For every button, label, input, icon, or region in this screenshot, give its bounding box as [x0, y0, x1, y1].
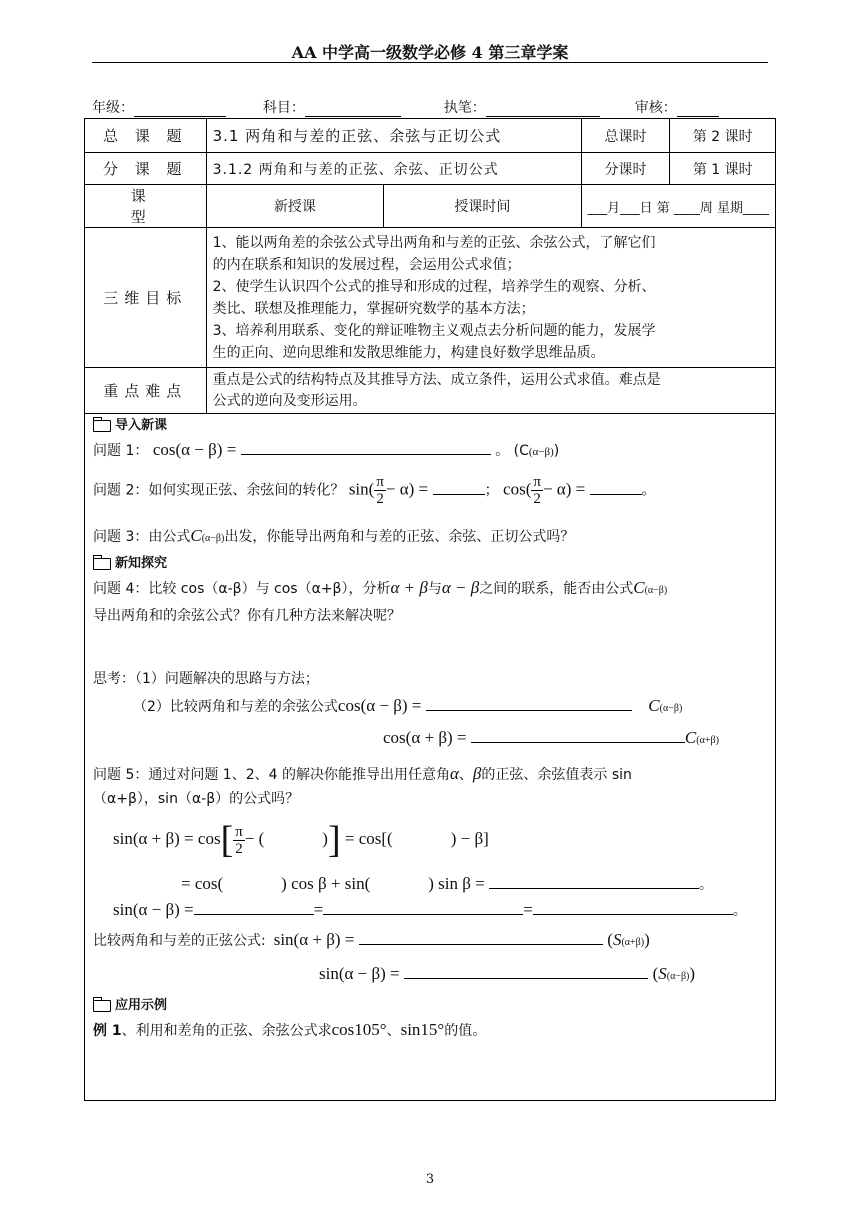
question-3: 问题 3：由公式C(α−β)出发，你能导出两角和与差的正弦、余弦、正切公式吗？: [93, 526, 575, 545]
sub-topic-value: 3.1.2 两角和与差的正弦、余弦、正切公式: [206, 153, 581, 185]
header-rule: [92, 62, 768, 63]
key-points-line: 公式的逆向及变形运用。: [212, 392, 367, 409]
q1-expression: cos(α − β) =: [152, 440, 237, 459]
key-points-line: 重点是公式的结构特点及其推导方法、成立条件，运用公式求值。难点是: [212, 371, 661, 388]
question-2: 问题 2：如何实现正弦、余弦间的转化？ sin( $\frac{\pi}{2}$ − α) = ； cos( $\frac{\pi}{2}$ − α) = 。: [93, 474, 656, 507]
pi-over-2: $\frac{\pi}{2}$: [376, 474, 384, 507]
question-1: 问题 1： cos(α − β) = 。 (C(α−β)): [93, 440, 560, 459]
sub-topic-label: 分 课 题: [85, 153, 207, 185]
question-5-line-2: （α+β），sin（α-β）的公式吗？: [93, 791, 300, 807]
section-intro: 导入新课: [93, 414, 167, 433]
key-points-label: 重点难点: [85, 368, 207, 414]
author-label: 执笔：: [443, 100, 486, 116]
section-apply: 应用示例: [93, 994, 167, 1013]
general-topic-value: 3.1 两角和与差的正弦、余弦与正切公式: [206, 119, 581, 153]
derivation-line-2: = cos( ) cos β + sin( ) sin β = 。: [181, 874, 713, 893]
sub-hours-value: 第 1 课时: [670, 153, 776, 185]
sin-minus-blank[interactable]: [404, 964, 648, 979]
example-1: 例 1、利用和差角的正弦、余弦公式求cos105°、sin15°的值。: [93, 1020, 487, 1039]
pi-over-2: $\frac{\pi}{2}$: [533, 474, 541, 507]
sin-plus-derivation-blank[interactable]: [489, 874, 699, 889]
sub-hours-label: 分课时: [581, 153, 670, 185]
sine-formula-minus: sin(α − β) = (S(α−β)): [319, 964, 696, 983]
objectives-label: 三维目标: [85, 228, 207, 368]
question-4-line-1: 问题 4：比较 cos（α-β）与 cos（α+β），分析α + β与α − β之间的联系，能否由公式C(α−β): [93, 578, 668, 597]
review-label: 审核：: [634, 100, 677, 116]
total-hours-value: 第 2 课时: [670, 119, 776, 153]
sin-minus-blank-3[interactable]: [533, 900, 733, 915]
sin-minus-blank-2[interactable]: [323, 900, 523, 915]
q2-cos-blank[interactable]: [590, 480, 642, 495]
grade-blank[interactable]: [134, 102, 226, 117]
lesson-type-label: 课 型: [85, 185, 207, 228]
objectives-line: 生的正向、逆向思维和发散思维能力，构建良好数学思维品质。: [212, 344, 605, 361]
pi-over-2: $\frac{\pi}{2}$: [235, 823, 243, 857]
q2-sin-blank[interactable]: [433, 480, 485, 495]
meta-line: [92, 97, 768, 117]
lesson-body: [84, 410, 776, 1101]
page-number: 3: [425, 1172, 435, 1187]
lesson-time-label: 授课时间: [384, 185, 581, 228]
q1-answer-blank[interactable]: [241, 440, 491, 455]
objectives-line: 3、培养利用联系、变化的辩证唯物主义观点去分析问题的能力，发展学: [212, 322, 656, 339]
total-hours-label: 总课时: [581, 119, 670, 153]
derivation-line-1: sin(α + β) = cos[ $\frac{\pi}{2}$ − ( )] = cos[( ) − β]: [113, 819, 489, 861]
cos-plus-blank[interactable]: [471, 728, 685, 743]
page-header: AA 中学高一级数学必修 4 第三章学案: [291, 43, 569, 62]
objectives-content: [206, 228, 775, 368]
author-blank[interactable]: [486, 102, 600, 117]
think-1: 思考：（1）问题解决的思路与方法；: [93, 671, 319, 687]
lesson-info-table: [84, 118, 776, 414]
lesson-time-value: ___月___日 第 ____周 星期____: [581, 185, 775, 228]
key-points-content: [206, 368, 775, 414]
think-2b: cos(α + β) = C(α+β): [383, 728, 719, 747]
sin-minus-blank-1[interactable]: [194, 900, 314, 915]
question-5-line-1: 问题 5：通过对问题 1、2、4 的解决你能推导出用任意角α、β的正弦、余弦值表示 sin: [93, 764, 632, 783]
derivation-line-3: sin(α − β) = = = 。: [113, 900, 747, 919]
cos-minus-blank[interactable]: [426, 696, 632, 711]
objectives-line: 类比、联想及推理能力，掌握研究数学的基本方法；: [212, 300, 535, 317]
folder-icon: [93, 1000, 111, 1012]
section-explore: 新知探究: [93, 552, 167, 571]
grade-label: 年级：: [92, 100, 134, 116]
subject-label: 科目：: [262, 100, 305, 116]
sine-formula-plus: 比较两角和与差的正弦公式: sin(α + β) = (S(α+β)): [93, 930, 650, 949]
sin-plus-blank[interactable]: [359, 930, 603, 945]
folder-icon: [93, 558, 111, 570]
folder-icon: [93, 420, 111, 432]
objectives-line: 1、能以两角差的余弦公式导出两角和与差的正弦、余弦公式，了解它们: [212, 234, 656, 251]
review-blank[interactable]: [677, 102, 719, 117]
question-4-line-2: 导出两角和的余弦公式？你有几种方法来解决呢？: [93, 608, 401, 624]
general-topic-label: 总 课 题: [85, 119, 207, 153]
lesson-type-value: 新授课: [206, 185, 384, 228]
objectives-line: 2、使学生认识四个公式的推导和形成的过程，培养学生的观察、分析、: [212, 278, 656, 295]
objectives-line: 的内在联系和知识的发展过程，会运用公式求值；: [212, 256, 521, 273]
subject-blank[interactable]: [305, 102, 401, 117]
think-2: （2）比较两角和与差的余弦公式cos(α − β) = C(α−β): [133, 696, 683, 715]
